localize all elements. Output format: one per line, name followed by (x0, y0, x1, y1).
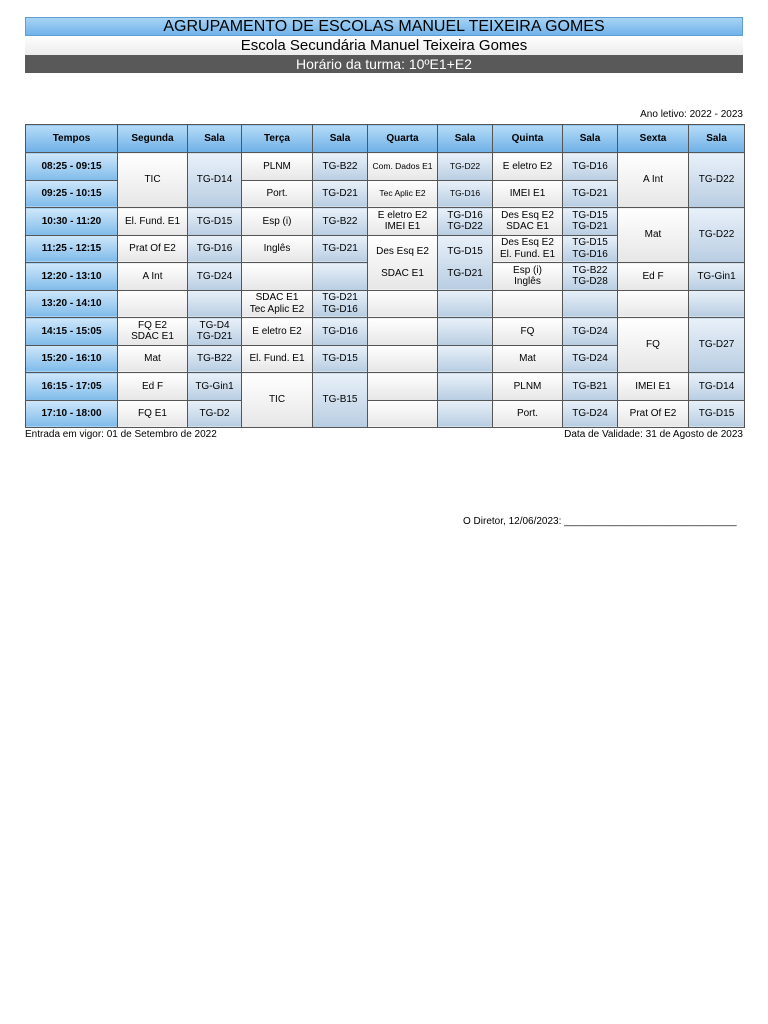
class-line: Esp (i) (513, 264, 542, 276)
empty-cell (118, 290, 188, 318)
class-cell: IMEI E1 (493, 180, 563, 208)
class-cell (242, 290, 313, 318)
class-cell: Prat Of E2 (618, 400, 689, 428)
class-cell (493, 263, 563, 291)
class-cell (118, 318, 188, 346)
class-line: El. Fund. E1 (499, 248, 556, 260)
col-quarta: Quarta (368, 125, 438, 153)
empty-cell (438, 373, 493, 401)
class-line: SDAC E1 (255, 292, 299, 304)
timetable (25, 124, 745, 428)
class-cell: PLNM (493, 373, 563, 401)
room-cell: TG-D14 (188, 153, 242, 208)
class-cell: Prat Of E2 (118, 235, 188, 263)
col-tempos: Tempos (26, 125, 118, 153)
col-sala: Sala (438, 125, 493, 153)
room-line: TG-D16 (572, 248, 608, 260)
class-cell: El. Fund. E1 (242, 345, 313, 373)
col-sala: Sala (313, 125, 368, 153)
col-sexta: Sexta (618, 125, 689, 153)
room-cell: TG-D16 (438, 180, 493, 208)
class-line: E eletro E2 (377, 209, 428, 221)
room-cell (188, 318, 242, 346)
class-cell: Mat (493, 345, 563, 373)
class-cell: Ed F (118, 373, 188, 401)
class-cell: Mat (618, 208, 689, 263)
time-slot: 10:30 - 11:20 (26, 208, 118, 236)
class-cell: Esp (i) (242, 208, 313, 236)
room-cell: TG-D21 (313, 180, 368, 208)
room-cell: TG-B22 (313, 153, 368, 181)
empty-cell (313, 263, 368, 291)
room-line: TG-D21 (196, 331, 233, 343)
room-cell: TG-D21 (563, 180, 618, 208)
room-cell: TG-Gin1 (689, 263, 745, 291)
class-cell: Port. (493, 400, 563, 428)
col-segunda: Segunda (118, 125, 188, 153)
table-row (26, 318, 745, 346)
class-cell: FQ (618, 318, 689, 373)
table-row (26, 208, 745, 236)
empty-cell (368, 318, 438, 346)
time-slot: 17:10 - 18:00 (26, 400, 118, 428)
empty-cell (368, 400, 438, 428)
room-line: TG-D21 (447, 268, 483, 279)
room-cell: TG-D24 (563, 318, 618, 346)
class-cell (368, 208, 438, 236)
room-cell: TG-B21 (563, 373, 618, 401)
time-slot: 11:25 - 12:15 (26, 235, 118, 263)
class-cell: Com. Dados E1 (368, 153, 438, 181)
room-cell (313, 290, 368, 318)
time-slot: 08:25 - 09:15 (26, 153, 118, 181)
room-cell: TG-D14 (689, 373, 745, 401)
class-cell: Mat (118, 345, 188, 373)
class-cell: FQ (493, 318, 563, 346)
room-cell: TG-D22 (689, 208, 745, 263)
time-slot: 09:25 - 10:15 (26, 180, 118, 208)
class-line: Inglês (514, 276, 541, 288)
time-slot: 13:20 - 14:10 (26, 290, 118, 318)
col-sala: Sala (188, 125, 242, 153)
room-line: TG-D15 (572, 237, 608, 249)
room-cell: TG-D16 (188, 235, 242, 263)
school-year: Ano letivo: 2022 - 2023 (640, 109, 743, 120)
room-cell: TG-D24 (563, 400, 618, 428)
empty-cell (689, 290, 745, 318)
room-line: TG-D28 (572, 276, 608, 288)
class-cell: FQ E1 (118, 400, 188, 428)
empty-cell (368, 373, 438, 401)
director-signature-line: O Diretor, 12/06/2023: _______________________________ (463, 516, 737, 527)
table-row (26, 153, 745, 181)
room-cell: TG-D2 (188, 400, 242, 428)
room-line: TG-B22 (572, 264, 608, 276)
room-cell (563, 263, 618, 291)
col-terca: Terça (242, 125, 313, 153)
class-cell (493, 235, 563, 263)
class-cell: IMEI E1 (618, 373, 689, 401)
class-line: Des Esq E2 (501, 209, 554, 221)
room-cell: TG-D27 (689, 318, 745, 373)
room-cell: TG-D16 (313, 318, 368, 346)
class-cell: A Int (618, 153, 689, 208)
table-row (26, 400, 745, 428)
col-sala: Sala (689, 125, 745, 153)
class-cell: Port. (242, 180, 313, 208)
empty-cell (493, 290, 563, 318)
room-cell: TG-B22 (313, 208, 368, 236)
room-line: TG-D21 (322, 292, 358, 304)
empty-cell (368, 345, 438, 373)
start-date: Entrada em vigor: 01 de Setembro de 2022 (25, 429, 217, 440)
room-cell: TG-D15 (689, 400, 745, 428)
time-slot: 14:15 - 15:05 (26, 318, 118, 346)
class-cell: El. Fund. E1 (118, 208, 188, 236)
room-line: TG-D15 (572, 209, 608, 221)
room-cell: TG-D22 (438, 153, 493, 181)
class-cell: TIC (242, 373, 313, 428)
class-line: Des Esq E2 (376, 245, 429, 257)
empty-cell (438, 318, 493, 346)
class-line: Des Esq E2 (501, 237, 554, 249)
school-name: Escola Secundária Manuel Teixeira Gomes (25, 36, 743, 55)
table-row (26, 373, 745, 401)
room-cell: TG-D24 (563, 345, 618, 373)
class-line: SDAC E1 (506, 221, 549, 233)
room-cell: TG-D24 (188, 263, 242, 291)
room-line: TG-D16 (447, 209, 483, 221)
col-sala: Sala (563, 125, 618, 153)
class-cell: Ed F (618, 263, 689, 291)
table-row (26, 290, 745, 318)
class-cell: Inglês (242, 235, 313, 263)
empty-cell (438, 290, 493, 318)
class-cell (368, 235, 438, 290)
class-cell (493, 208, 563, 236)
validity-date: Data de Validade: 31 de Agosto de 2023 (564, 429, 743, 440)
class-line: SDAC E1 (381, 268, 424, 279)
empty-cell (188, 290, 242, 318)
time-slot: 15:20 - 16:10 (26, 345, 118, 373)
header-row (26, 125, 745, 153)
class-schedule-title: Horário da turma: 10ºE1+E2 (25, 55, 743, 73)
room-line: TG-D15 (447, 245, 483, 257)
time-slot: 12:20 - 13:10 (26, 263, 118, 291)
empty-cell (438, 345, 493, 373)
time-slot: 16:15 - 17:05 (26, 373, 118, 401)
room-cell: TG-B22 (188, 345, 242, 373)
class-cell: E eletro E2 (242, 318, 313, 346)
room-cell (563, 235, 618, 263)
empty-cell (438, 400, 493, 428)
class-cell: Tec Aplic E2 (368, 180, 438, 208)
room-cell: TG-D15 (313, 345, 368, 373)
room-line: TG-D4 (199, 319, 230, 331)
room-cell (438, 235, 493, 290)
empty-cell (563, 290, 618, 318)
class-line: SDAC E1 (131, 331, 174, 343)
class-line: Tec Aplic E2 (249, 303, 305, 315)
empty-cell (368, 290, 438, 318)
class-cell: A Int (118, 263, 188, 291)
empty-cell (618, 290, 689, 318)
col-quinta: Quinta (493, 125, 563, 153)
class-line: IMEI E1 (384, 221, 421, 233)
room-line: TG-D22 (447, 221, 483, 233)
class-cell: E eletro E2 (493, 153, 563, 181)
room-line: TG-D16 (322, 303, 358, 315)
room-cell: TG-D16 (563, 153, 618, 181)
class-line: FQ E2 (138, 319, 167, 331)
room-cell: TG-D15 (188, 208, 242, 236)
class-cell: PLNM (242, 153, 313, 181)
room-line: TG-D21 (572, 221, 608, 233)
room-cell (438, 208, 493, 236)
room-cell: TG-Gin1 (188, 373, 242, 401)
room-cell: TG-B15 (313, 373, 368, 428)
room-cell: TG-D21 (313, 235, 368, 263)
room-cell (563, 208, 618, 236)
room-cell: TG-D22 (689, 153, 745, 208)
school-group-title: AGRUPAMENTO DE ESCOLAS MANUEL TEIXEIRA GOMES (25, 17, 743, 36)
class-cell: TIC (118, 153, 188, 208)
empty-cell (242, 263, 313, 291)
